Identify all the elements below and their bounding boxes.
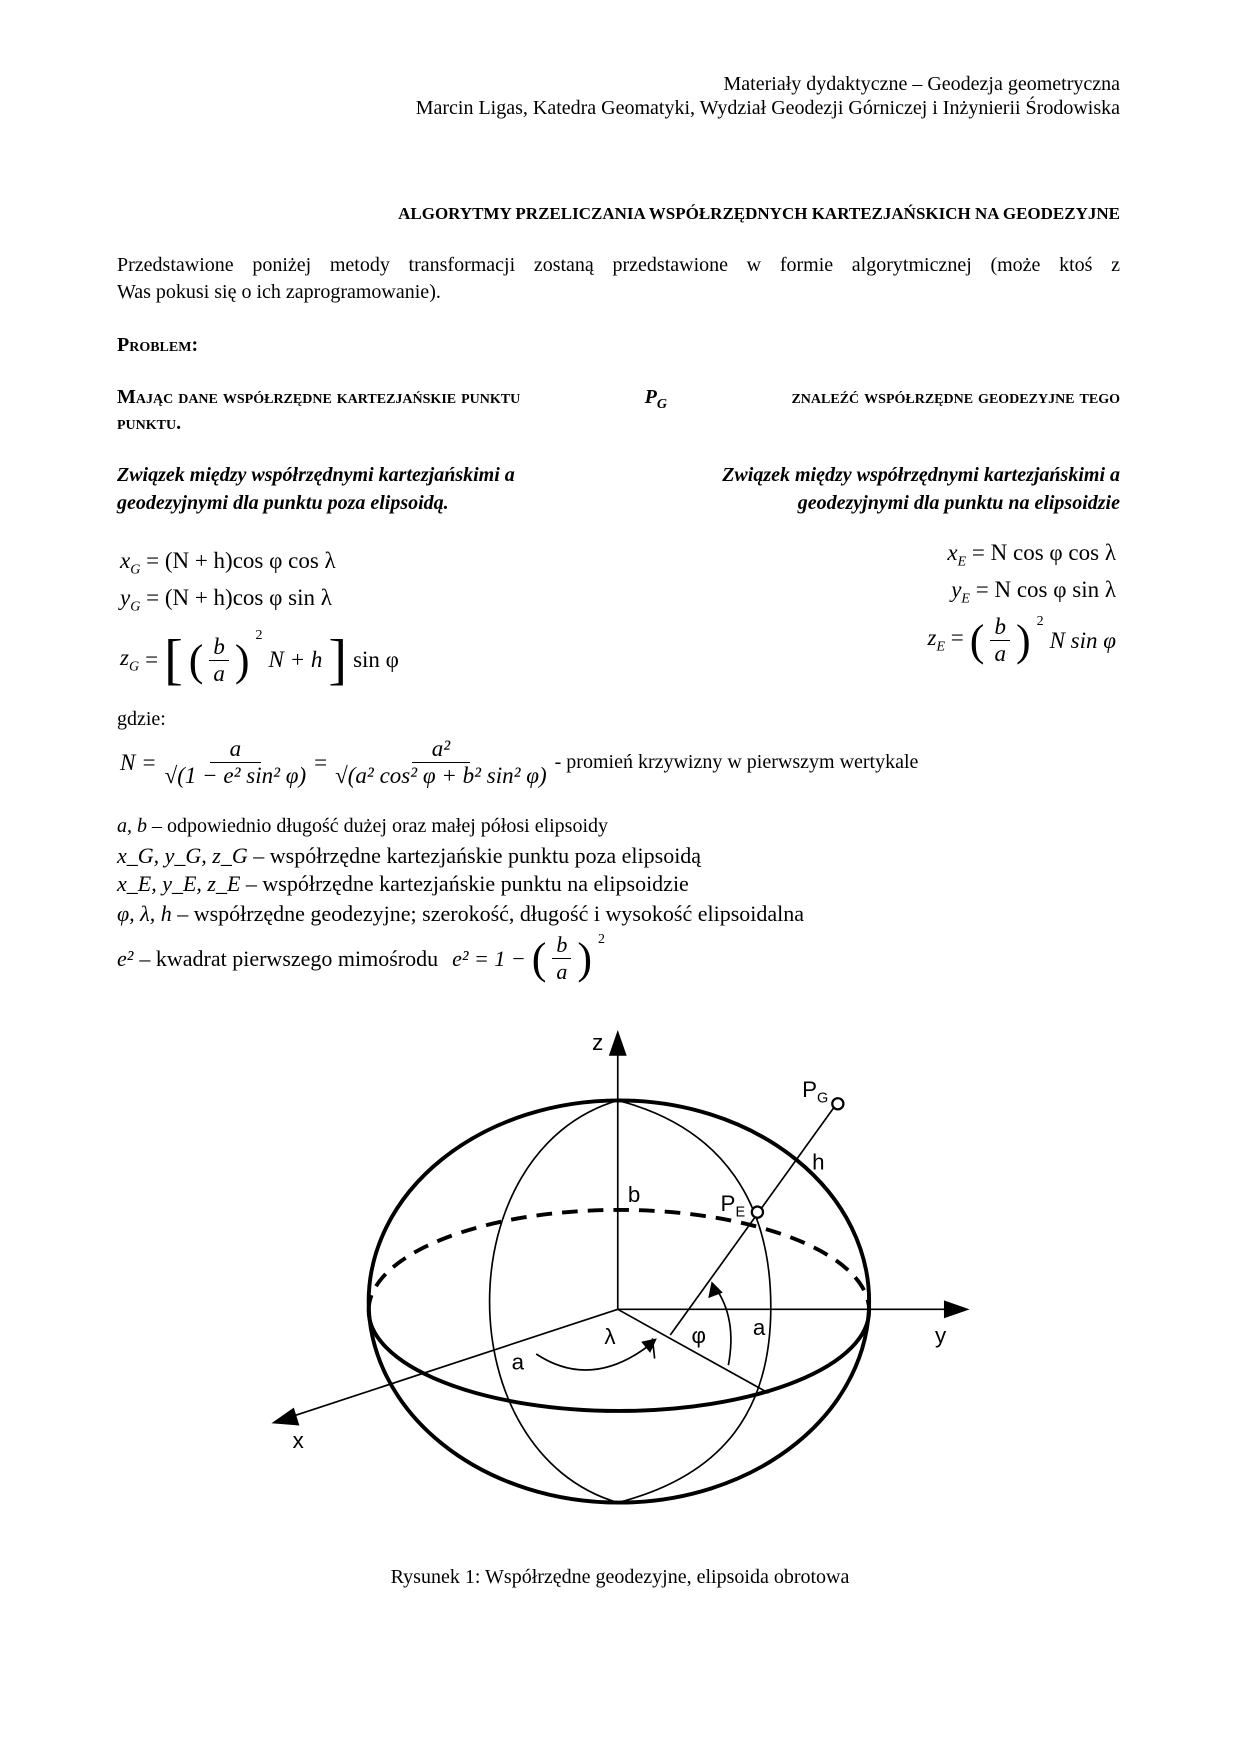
x-arrow — [271, 1408, 299, 1426]
right-heading-2: geodezyjnymi dla punktu na elipsoidzie — [797, 492, 1120, 514]
normal-line — [670, 1108, 833, 1335]
formula-N: N = $\frac{a}{\text{√(1 − e² sin² φ)}}$ = $\frac{\text{a²}}{\text{√(a² cos² φ + b² sin² φ)}}$ - promień krzywizny w pierwszym wertykale — [120, 736, 919, 788]
definition-e2: e² – kwadrat pierwszego mimośrodu e² = 1 − ( $\frac{b}{a}$ ) $^2$ — [117, 932, 606, 984]
b-label: b — [627, 1182, 641, 1208]
formula-zG: $z_G$ = [ ( $\frac{b}{a}$ ) $^2$ N + h ] sin φ — [120, 628, 399, 691]
N-description: - promień krzywizny w pierwszym wertykale — [554, 751, 919, 773]
meridian-left — [490, 1100, 618, 1502]
definition-geodetic: φ, λ, h – współrzędne geodezyjne; szerokość, długość i wysokość elipsoidalna — [117, 901, 805, 926]
x-axis — [285, 1309, 618, 1418]
header-line-1: Materiały dydaktyczne – Geodezja geometryczna — [723, 73, 1120, 95]
phi-label: φ — [691, 1322, 706, 1348]
figure-caption: Rysunek 1: Współrzędne geodezyjne, elipsoida obrotowa — [390, 1566, 850, 1588]
right-heading-1: Związek między współrzędnymi kartezjańskimi a — [722, 464, 1120, 486]
lambda-label: λ — [604, 1323, 616, 1349]
definition-ab: a, b – odpowiednio długość dużej oraz małej półosi elipsoidy — [117, 815, 609, 837]
a-label-y: a — [752, 1315, 766, 1341]
x-label: x — [292, 1427, 304, 1453]
lambda-arc — [536, 1343, 652, 1370]
equator-front — [369, 1310, 869, 1411]
phi-arc — [715, 1287, 731, 1365]
where-label: gdzie: — [117, 708, 166, 730]
y-arrow — [944, 1300, 970, 1318]
intro-line-1: Przedstawione poniżej metody transformacji zostaną przedstawione w formie algorytmicznej (może ktoś z — [117, 254, 1120, 276]
formula-yG: $y_G = (N + h)\cos$ φ sin λ — [120, 585, 332, 615]
intro-line-2: Was pokusi się o ich zaprogramowanie). — [117, 281, 441, 303]
problem-part-1: Mając dane współrzędne kartezjańskie punktu — [117, 386, 521, 408]
left-heading-2: geodezyjnymi dla punktu poza elipsoidą. — [117, 492, 449, 514]
formula-xG: $x_G = (N + h)\cos$ φ cos λ — [120, 548, 336, 578]
problem-point: $P_G$ — [644, 386, 668, 412]
equator-back — [369, 1210, 869, 1311]
a-label-x: a — [511, 1349, 525, 1375]
point-PE — [752, 1207, 763, 1218]
ellipsoid-outline — [369, 1100, 869, 1502]
definition-xE: x_E, y_E, z_E – współrzędne kartezjańskie punktu na elipsoidzie — [117, 871, 689, 896]
formula-yE: $y_E = N$ cos φ sin λ — [951, 577, 1116, 607]
definition-xG: x_G, y_G, z_G – współrzędne kartezjańskie punktu poza elipsoidą — [117, 843, 702, 868]
y-label: y — [935, 1322, 947, 1348]
header-line-2: Marcin Ligas, Katedra Geomatyki, Wydział Geodezji Górniczej i Inżynierii Środowiska — [415, 97, 1120, 119]
PG-label: $P_G$ — [802, 1077, 829, 1107]
formula-xE: $x_E = N$ cos φ cos λ — [947, 540, 1116, 570]
problem-line-2: punktu. — [117, 412, 182, 434]
point-PG — [832, 1098, 843, 1109]
z-label: z — [592, 1030, 604, 1056]
document-title: ALGORYTMY PRZELICZANIA WSPÓŁRZĘDNYCH KARTEZJAŃSKICH NA GEODEZYJNE — [398, 204, 1120, 223]
PE-label: $P_E$ — [720, 1191, 746, 1221]
z-arrow — [609, 1030, 627, 1056]
problem-label: Problem: — [117, 334, 199, 356]
left-heading-1: Związek między współrzędnymi kartezjańskimi a — [117, 464, 515, 486]
h-label: h — [812, 1149, 825, 1175]
problem-part-2: znaleźć współrzędne geodezyjne tego — [791, 386, 1120, 408]
formula-zE: $z_E$ = ( $\frac{b}{a}$ ) $^2$ N sin φ — [927, 614, 1116, 666]
